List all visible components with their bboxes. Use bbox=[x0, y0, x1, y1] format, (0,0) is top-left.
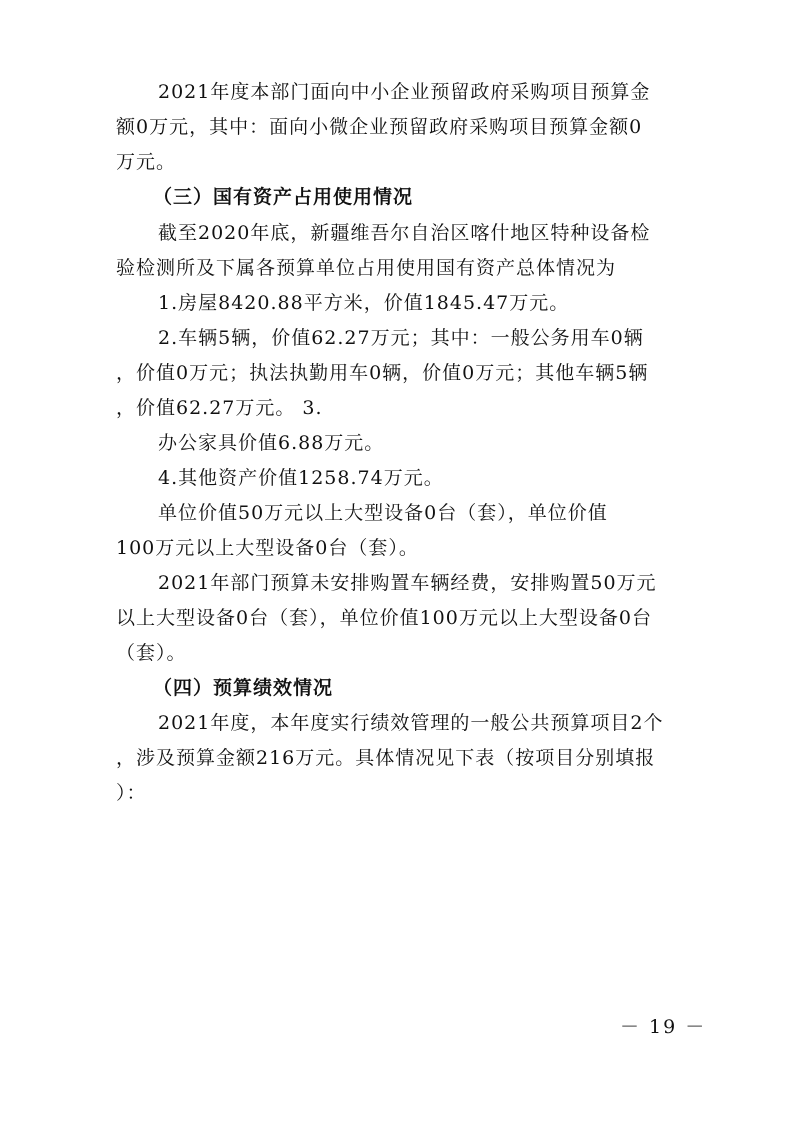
paragraph-line: 1.房屋8420.88平方米，价值1845.47万元。 bbox=[158, 292, 570, 314]
paragraph-line: 万元。 bbox=[116, 151, 177, 173]
section-heading-performance: （四）预算绩效情况 bbox=[153, 677, 334, 699]
paragraph-line: 100万元以上大型设备0台（套）。 bbox=[116, 537, 419, 559]
paragraph-line: ，价值0万元；执法执勤用车0辆，价值0万元；其他车辆5辆 bbox=[116, 362, 649, 384]
paragraph-line: （套）。 bbox=[116, 642, 187, 664]
paragraph-line: 额0万元，其中：面向小微企业预留政府采购项目预算金额0 bbox=[116, 116, 643, 138]
paragraph-line: 单位价值50万元以上大型设备0台（套），单位价值 bbox=[158, 502, 608, 524]
paragraph-line: 2021年部门预算未安排购置车辆经费，安排购置50万元 bbox=[158, 572, 657, 594]
paragraph-line: 验检测所及下属各预算单位占用使用国有资产总体情况为 bbox=[116, 257, 617, 279]
paragraph-line: ，价值62.27万元。 3. bbox=[116, 397, 323, 419]
paragraph-line: ）： bbox=[116, 782, 147, 804]
paragraph-line: 2021年度本部门面向中小企业预留政府采购项目预算金 bbox=[158, 81, 651, 103]
paragraph-line: 办公家具价值6.88万元。 bbox=[158, 432, 385, 454]
paragraph-line: 以上大型设备0台（套），单位价值100万元以上大型设备0台 bbox=[116, 607, 652, 629]
paragraph-line: 2.车辆5辆，价值62.27万元；其中：一般公务用车0辆 bbox=[158, 327, 644, 349]
section-heading-state-assets: （三）国有资产占用使用情况 bbox=[153, 186, 414, 208]
paragraph-line: 2021年度，本年度实行绩效管理的一般公共预算项目2个 bbox=[158, 712, 664, 734]
paragraph-line: ，涉及预算金额216万元。具体情况见下表（按项目分别填报 bbox=[116, 747, 656, 769]
paragraph-line: 截至2020年底，新疆维吾尔自治区喀什地区特种设备检 bbox=[158, 222, 651, 244]
page-number: － 19 － bbox=[620, 1016, 707, 1038]
paragraph-line: 4.其他资产价值1258.74万元。 bbox=[158, 467, 444, 489]
